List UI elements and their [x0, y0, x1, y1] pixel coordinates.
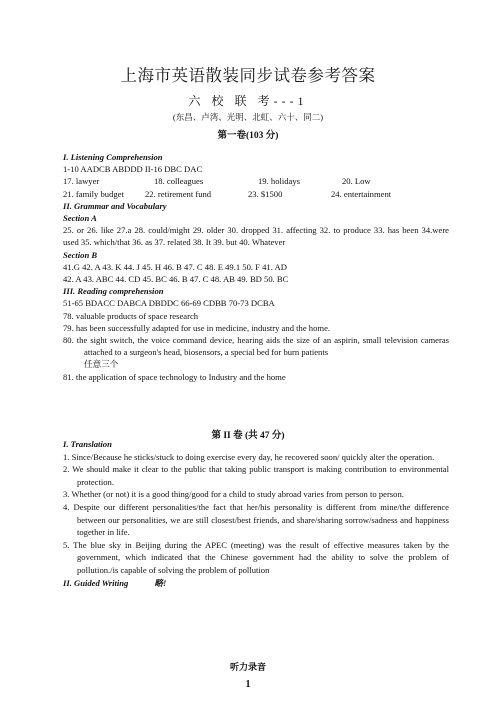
school-list: (东昌、卢湾、光明、北虹、六十、同二): [172, 112, 324, 122]
answer-line: 21. family budget 22. retirement fund 23. $1500 24. entertainment: [63, 188, 392, 199]
answer-line: 42. A 43. ABC 44. CD 45. BC 46. B 47. C 48. AB 49. BD 50. BC: [63, 274, 289, 285]
subsection-heading: Section A: [63, 213, 97, 224]
answer-paragraph: 80. the sight switch, the voice command device, hearing aids the size of an aspirin, small television cameras attached to a surgeon's head, biosensors, a special bed for burn patients: [63, 335, 449, 358]
answer-line: 51-65 BDACC DABCA DBDDC 66-69 CDBB 70-73 DCBA: [63, 298, 275, 309]
section-heading: III. Reading comprehension: [63, 286, 164, 297]
answer-line: 41.G 42. A 43. K 44. J 45. H 46. B 47. C 48. E 49.1 50. F 41. AD: [63, 261, 287, 272]
translation-answer: 1. Since/Because he sticks/stuck to doing exercise every day, he recovered soon/ quickly alter the operation.: [63, 451, 435, 462]
subsection-heading: Section B: [63, 249, 98, 260]
document-title: 上海市英语散装同步试卷参考答案: [120, 66, 376, 85]
section-heading: I. Listening Comprehension: [63, 152, 163, 162]
translation-answer: 2. We should make it clear to the public that taking public transport is making contribution to environmental protection.: [63, 464, 449, 487]
answer-line: 79. has been successfully adapted for use in medicine, industry and the home.: [63, 322, 331, 333]
answer-line: 17. lawyer 18. colleagues 19. holidays 20. Low: [63, 176, 371, 187]
translation-answer: 3. Whether (or not) it is a good thing/good for a child to study abroad varies from person to person.: [63, 489, 404, 500]
listening-script-heading: 听力录音: [229, 663, 266, 673]
document-subtitle: 六 校 联 考---1: [188, 94, 308, 108]
part-two-body: [63, 438, 449, 589]
translation-answer: 4. Despite our different personalities/the fact that her/his personality is different from mine/the difference between our personalities, we are still closest/best friends, and share/sharing sorrow/sadness and happiness together in life.: [63, 501, 449, 538]
page-number: 1: [245, 679, 251, 690]
guided-writing-line: II. Guided Writing 略!: [63, 577, 167, 588]
answer-paragraph: 25. or 26. like 27.a 28. could/might 29. older 30. dropped 31. affecting 32. to produce 33. has been 34.were used 35. which/that 36. as 37. related 38. It 39. but 40. Whatever: [63, 225, 449, 248]
part-one-heading: 第一卷(103 分): [217, 131, 279, 141]
section-heading: I. Translation: [63, 439, 112, 449]
answer-line: 78. valuable products of space research: [63, 310, 199, 321]
answer-note: 任意三个: [84, 359, 119, 370]
part-one-body: [63, 151, 449, 383]
answer-line: 81. the application of space technology to Industry and the home: [63, 371, 286, 382]
translation-answer: 5. The blue sky in Beijing during the APEC (meeting) was the result of effective measures taken by the government, which indicated that the Chinese government had the ability to solve the problem of pollution./is capable of solving the problem of pollution: [63, 539, 449, 575]
part-two-heading: 第 II 卷 (共 47 分): [211, 431, 285, 441]
section-heading: II. Grammar and Vocabulary: [63, 200, 167, 211]
answer-line: 1-10 AADCB ABDDD II-16 DBC DAC: [63, 164, 203, 175]
